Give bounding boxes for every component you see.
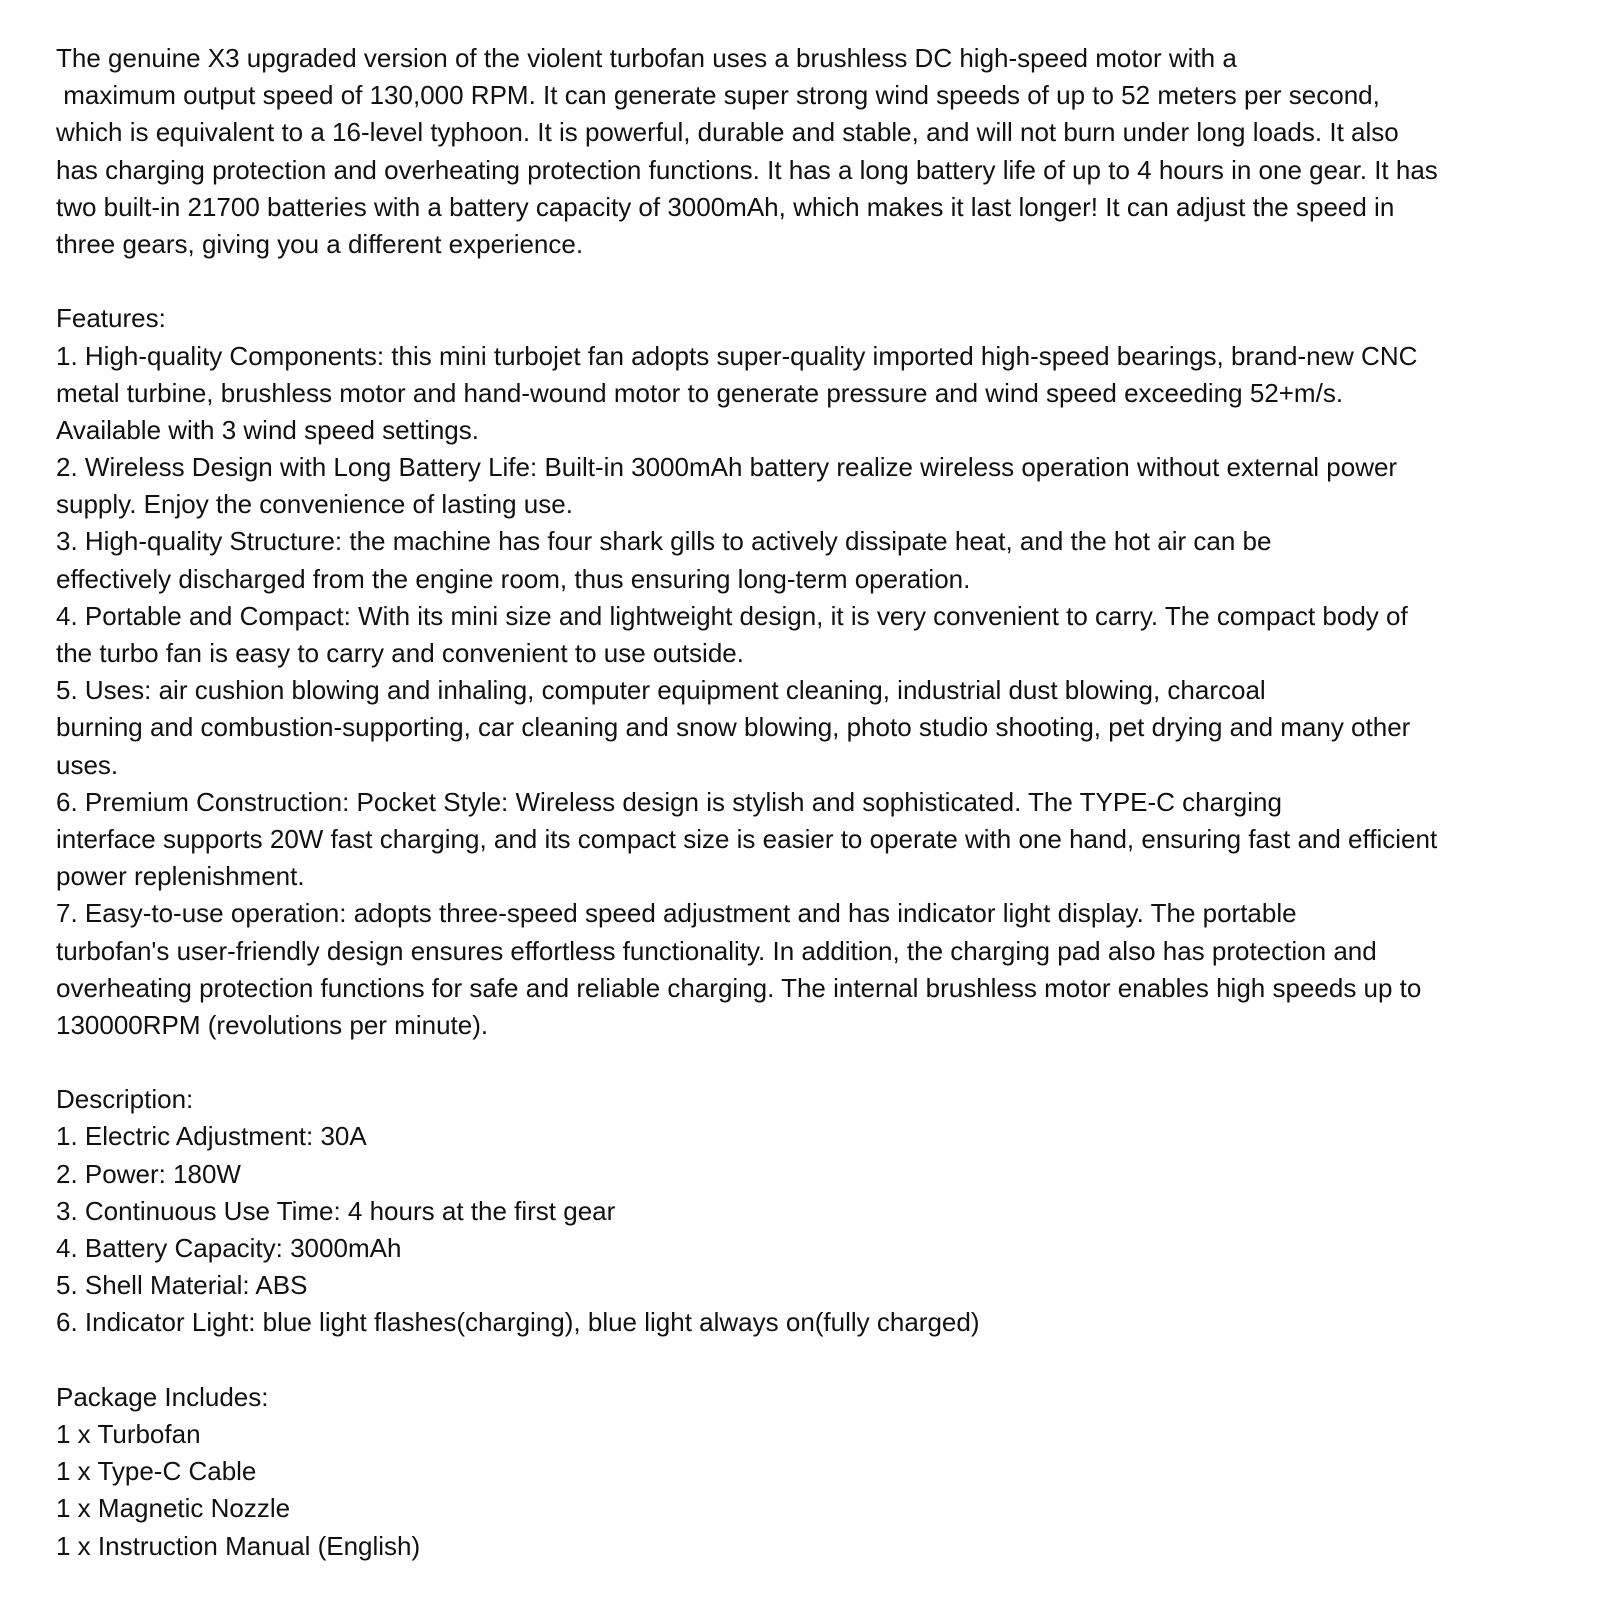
description-line: 4. Battery Capacity: 3000mAh (56, 1233, 402, 1263)
package-heading: Package Includes: (56, 1381, 269, 1412)
features-line: 6. Premium Construction: Pocket Style: Wireless design is stylish and sophisticated. The TYPE-C charging (56, 786, 1282, 817)
intro-line: has charging protection and overheating protection functions. It has a long battery life of up to 4 hours in one gear. It has (56, 154, 1438, 185)
product-document (56, 40, 1566, 1565)
features-line: 4. Portable and Compact: With its mini size and lightweight design, it is very convenient to carry. The compact body of (56, 600, 1408, 631)
description-line: 6. Indicator Light: blue light flashes(charging), blue light always on(fully charged) (56, 1307, 980, 1338)
intro-line: two built-in 21700 batteries with a battery capacity of 3000mAh, which makes it last longer! It can adjust the speed in (56, 191, 1395, 222)
features-line: 1. High-quality Components: this mini turbojet fan adopts super-quality imported high-speed bearings, brand-new CNC (56, 340, 1418, 371)
intro-line: maximum output speed of 130,000 RPM. It can generate super strong wind speeds of up to 52 meters per second, (56, 80, 1380, 111)
intro-line: The genuine X3 upgraded version of the violent turbofan uses a brushless DC high-speed motor with a (56, 43, 1237, 73)
package-item: 1 x Type-C Cable (56, 1456, 257, 1487)
description-heading: Description: (56, 1084, 194, 1115)
description-line: 2. Power: 180W (56, 1158, 241, 1189)
package-item: 1 x Magnetic Nozzle (56, 1493, 291, 1524)
intro-line: three gears, giving you a different experience. (56, 228, 584, 259)
features-line: metal turbine, brushless motor and hand-wound motor to generate pressure and wind speed exceeding 52+m/s. (56, 377, 1344, 408)
features-line: the turbo fan is easy to carry and convenient to use outside. (56, 638, 744, 668)
features-line: overheating protection functions for safe and reliable charging. The internal brushless motor enables high speeds up to (56, 972, 1422, 1003)
package-item: 1 x Turbofan (56, 1418, 201, 1449)
features-line: power replenishment. (56, 861, 305, 892)
description-line: 3. Continuous Use Time: 4 hours at the first gear (56, 1195, 616, 1226)
features-line: 7. Easy-to-use operation: adopts three-speed speed adjustment and has indicator light display. The portable (56, 898, 1297, 929)
features-line: turbofan's user-friendly design ensures effortless functionality. In addition, the charging pad also has protection and (56, 935, 1377, 966)
section-spacer (56, 263, 1566, 300)
features-heading: Features: (56, 303, 166, 334)
features-line: effectively discharged from the engine room, thus ensuring long-term operation. (56, 563, 971, 594)
description-line: 5. Shell Material: ABS (56, 1270, 308, 1301)
package-item: 1 x Instruction Manual (English) (56, 1530, 421, 1561)
section-spacer (56, 1044, 1566, 1081)
features-line: Available with 3 wind speed settings. (56, 414, 479, 445)
features-line: uses. (56, 749, 119, 780)
intro-line: which is equivalent to a 16-level typhoon. It is powerful, durable and stable, and will not burn under long loads. It also (56, 117, 1399, 148)
section-spacer (56, 1342, 1566, 1379)
features-line: 3. High-quality Structure: the machine has four shark gills to actively dissipate heat, and the hot air can be (56, 526, 1272, 557)
features-line: 130000RPM (revolutions per minute). (56, 1009, 489, 1040)
features-line: 5. Uses: air cushion blowing and inhaling, computer equipment cleaning, industrial dust blowing, charcoal (56, 675, 1266, 706)
intro-paragraph (56, 40, 1566, 263)
description-section (56, 1081, 1566, 1341)
package-section (56, 1379, 1566, 1565)
features-line: interface supports 20W fast charging, and its compact size is easier to operate with one hand, ensuring fast and efficient (56, 823, 1438, 854)
features-section (56, 300, 1566, 1044)
description-line: 1. Electric Adjustment: 30A (56, 1121, 367, 1152)
features-line: 2. Wireless Design with Long Battery Life: Built-in 3000mAh battery realize wireless operation without external power (56, 452, 1398, 483)
features-line: supply. Enjoy the convenience of lasting use. (56, 489, 573, 520)
features-line: burning and combustion-supporting, car cleaning and snow blowing, photo studio shooting, pet drying and many other (56, 712, 1411, 743)
